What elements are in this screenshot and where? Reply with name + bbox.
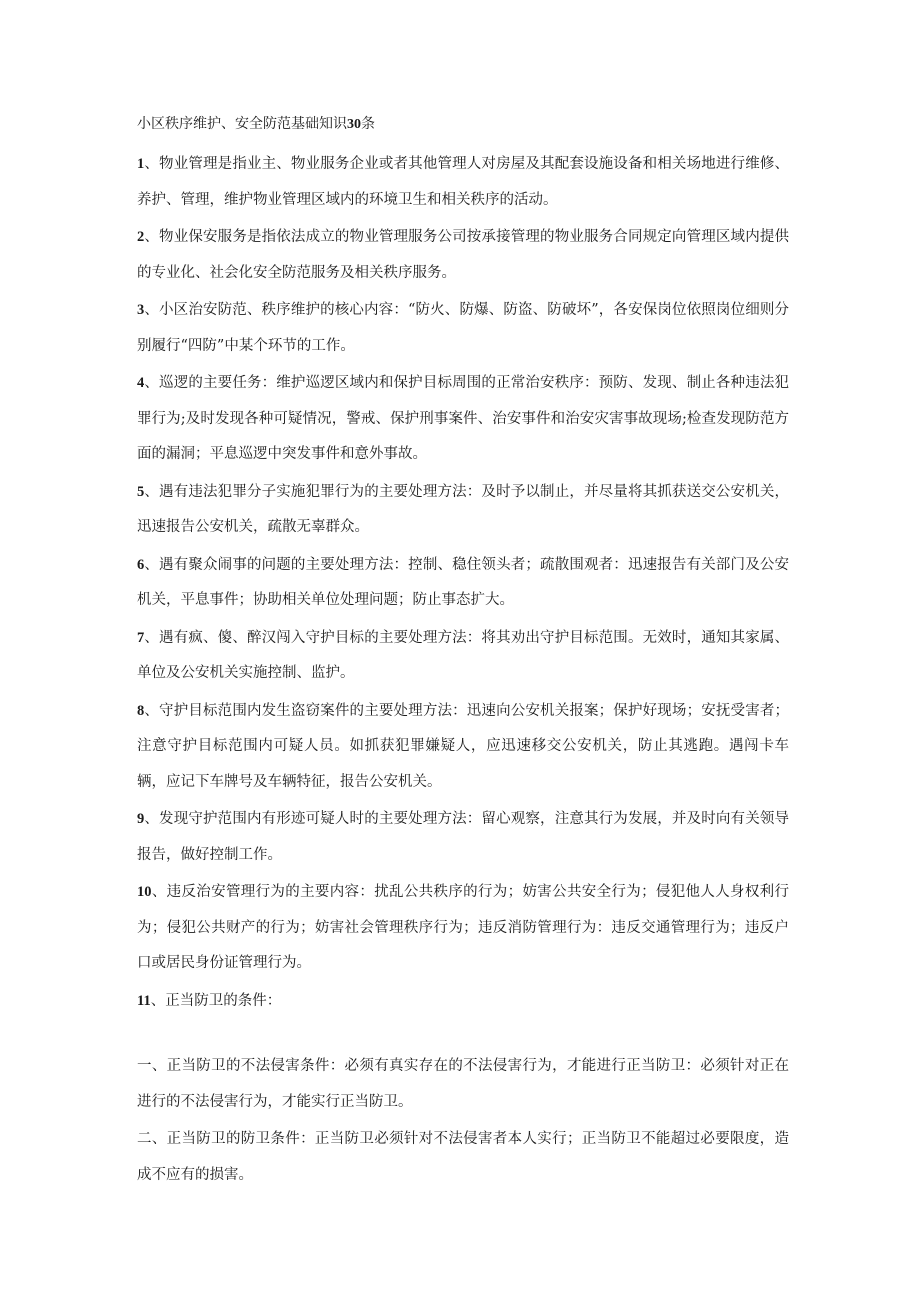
item-text: 、遇有疯、傻、醉汉闯入守护目标的主要处理方法：将其劝出守护目标范围。无效时，通知其家属、单位及公安机关实施控制、监护。 <box>137 629 789 681</box>
item-number: 4 <box>137 375 145 391</box>
item-text: 、物业管理是指业主、物业服务企业或者其他管理人对房屋及其配套设施设备和相关场地进行维修、养护、管理，维护物业管理区域内的环境卫生和相关秩序的活动。 <box>137 156 789 208</box>
item-number: 8 <box>137 702 145 719</box>
title-number: 30 <box>347 117 361 132</box>
list-item <box>137 621 789 692</box>
item-number: 11 <box>137 992 151 1009</box>
list-item <box>137 875 789 982</box>
list-item <box>137 694 789 801</box>
item-number: 7 <box>137 629 145 646</box>
list-item <box>137 548 789 619</box>
item-text: 、遇有聚众闹事的问题的主要处理方法：控制、稳住领头者；疏散围观者：迅速报告有关部门及公安机关，平息事件；协助相关单位处理问题；防止事态扩大。 <box>137 556 789 608</box>
item-number: 6 <box>137 556 145 573</box>
item-text: 、小区治安防范、秩序维护的核心内容：“防火、防爆、防盗、防破坏”，各安保岗位依照岗位细则分别履行“四防”中某个环节的工作。 <box>137 302 789 354</box>
item-text: 、物业保安服务是指依法成立的物业管理服务公司按承接管理的物业服务合同规定向管理区域内提供的专业化、社会化安全防范服务及相关秩序服务。 <box>137 229 789 281</box>
knowledge-list <box>137 147 789 1019</box>
item-text: 、违反治安管理行为的主要内容：扰乱公共秩序的行为；妨害公共安全行为；侵犯他人人身权利行为；侵犯公共财产的行为；妨害社会管理秩序行为；违反消防管理行为：违反交通管理行为；违反户口或居民身份证管理行为。 <box>137 884 789 971</box>
list-item <box>137 220 789 291</box>
document-title <box>137 112 789 137</box>
item-number: 2 <box>137 229 145 245</box>
item-number: 10 <box>137 884 152 900</box>
title-text: 小区秩序维护、安全防范基础知识 <box>137 116 347 132</box>
item-text: 、正当防卫的条件： <box>150 992 282 1009</box>
list-item <box>137 366 789 473</box>
sub-item: 二、正当防卫的防卫条件：正当防卫必须针对不法侵害者本人实行；正当防卫不能超过必要限度，造成不应有的损害。 <box>137 1131 789 1183</box>
title-suffix: 条 <box>361 116 375 132</box>
item-text: 、守护目标范围内发生盗窃案件的主要处理方法：迅速向公安机关报案；保护好现场；安抚受害者；注意守护目标范围内可疑人员。如抓获犯罪嫌疑人，应迅速移交公安机关，防止其逃跑。遇闯卡车辆，应记下车牌号及车辆特征，报告公安机关。 <box>137 702 789 790</box>
item-text: 、遇有违法犯罪分子实施犯罪行为的主要处理方法：及时予以制止，并尽量将其抓获送交公安机关，迅速报告公安机关，疏散无辜群众。 <box>137 483 789 535</box>
item-number: 3 <box>137 302 145 318</box>
item-text: 、巡逻的主要任务：维护巡逻区域内和保护目标周围的正常治安秩序：预防、发现、制止各种违法犯罪行为;及时发现各种可疑情况，警戒、保护刑事案件、治安事件和治安灾害事故现场;检查发现防范方面的漏洞；平息巡逻中突发事件和意外事故。 <box>137 375 789 462</box>
item-number: 1 <box>137 156 145 172</box>
list-item <box>137 475 789 546</box>
list-item <box>137 802 789 873</box>
item-text: 、发现守护范围内有形迹可疑人时的主要处理方法：留心观察，注意其行为发展，并及时向有关领导报告，做好控制工作。 <box>137 811 789 863</box>
list-item <box>137 984 789 1020</box>
sub-item: 一、正当防卫的不法侵害条件：必须有真实存在的不法侵害行为，才能进行正当防卫：必须针对正在进行的不法侵害行为，才能实行正当防卫。 <box>137 1058 789 1110</box>
item-number: 5 <box>137 483 145 500</box>
list-item <box>137 147 789 218</box>
defense-conditions-list <box>137 1049 789 1193</box>
item-number: 9 <box>137 811 145 827</box>
list-item <box>137 293 789 364</box>
document-page <box>137 112 789 1195</box>
section-gap <box>137 1021 789 1049</box>
